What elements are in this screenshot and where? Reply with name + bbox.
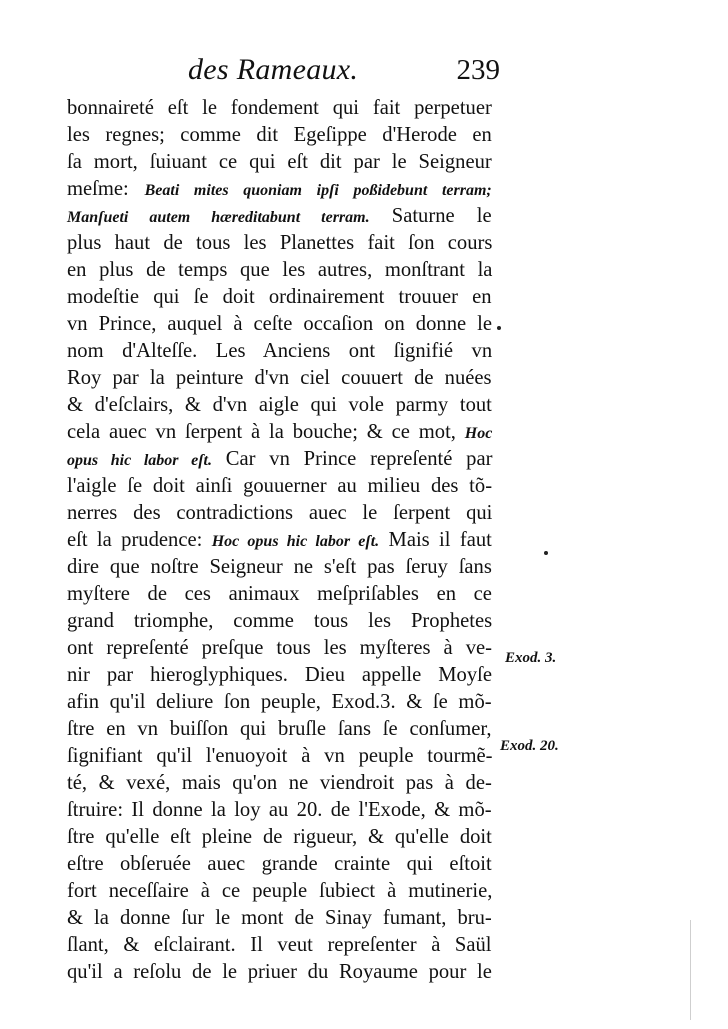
text-line (67, 500, 492, 527)
text-line (67, 338, 492, 365)
text-segment: & la donne ſur le mont de Sinay fumant, bru- (67, 907, 492, 929)
text-segment: Car vn Prince repreſenté par (212, 448, 493, 470)
text-segment: plus haut de tous les Planettes fait ſon cours (67, 232, 493, 254)
text-line (67, 959, 492, 986)
text-line (67, 932, 492, 959)
text-segment: afin qu'il deliure ſon peuple, Exod.3. & ſe mõ- (67, 691, 492, 713)
text-line (67, 419, 492, 446)
text-line (67, 311, 492, 338)
text-segment: dire que noſtre Seigneur ne s'eſt pas ſeruy ſans (67, 556, 492, 578)
text-segment: nerres des contradictions auec le ſerpent qui (67, 502, 493, 524)
body-text (67, 95, 492, 986)
text-line (67, 716, 492, 743)
text-line (67, 905, 492, 932)
page-header (180, 50, 500, 90)
running-title: des Rameaux. (188, 53, 359, 86)
gutter-shadow (690, 920, 691, 1020)
text-segment: modeſtie qui ſe doit ordinairement trouuer en (67, 286, 492, 308)
text-line (67, 851, 492, 878)
text-segment: cela auec vn ſerpent à la bouche; & ce mot, (67, 421, 465, 443)
text-line (67, 662, 492, 689)
text-line (67, 149, 492, 176)
text-segment: nir par hieroglyphiques. Dieu appelle Moyſe (67, 664, 493, 686)
text-line (67, 689, 492, 716)
text-segment: ſa mort, ſuiuant ce qui eſt dit par le Seigneur (67, 151, 492, 173)
text-segment: vn Prince, auquel à ceſte occaſion on donne le (67, 313, 493, 335)
text-line (67, 581, 492, 608)
text-segment: Roy par la peinture d'vn ciel couuert de nuées (67, 367, 492, 389)
text-line (67, 554, 492, 581)
text-line (67, 797, 492, 824)
text-segment: grand triomphe, comme tous les Prophetes (67, 610, 493, 632)
text-segment: fort neceſſaire à ce peuple ſubiect à mutinerie, (67, 880, 493, 902)
text-segment: ſtre en vn buiſſon qui bruſle ſans ſe conſumer, (67, 718, 492, 740)
text-segment: bonnaireté eſt le fondement qui fait perpetuer (67, 97, 492, 119)
text-segment: ſignifiant qu'il l'enuoyoit à vn peuple tourmẽ- (67, 745, 493, 767)
text-line (67, 257, 492, 284)
ink-speck (497, 326, 501, 330)
margin-note-exod-20: Exod. 20. (500, 738, 559, 754)
text-segment: eſt la prudence: (67, 529, 212, 551)
latin-quotation: opus hic labor eſt. (67, 452, 213, 469)
text-line (67, 743, 492, 770)
text-segment: eſtre obſeruée auec grande crainte qui eſtoit (67, 853, 492, 875)
text-line (67, 770, 492, 797)
text-segment: meſme: (67, 178, 145, 200)
text-line (67, 122, 492, 149)
text-line (67, 392, 492, 419)
text-segment: en plus de temps que les autres, monſtrant la (67, 259, 493, 281)
text-segment: Saturne le (369, 205, 492, 227)
latin-quotation: Hoc opus hic labor eſt. (211, 533, 380, 550)
margin-note-exod-3: Exod. 3. (505, 650, 557, 666)
text-line (67, 176, 492, 203)
text-line (67, 446, 492, 473)
page-number: 239 (456, 54, 500, 86)
text-segment: myſtere de ces animaux meſpriſables en ce (67, 583, 492, 605)
ink-speck (544, 551, 548, 555)
text-segment: ſlant, & eſclairant. Il veut repreſenter à Saül (67, 934, 492, 956)
text-line (67, 365, 492, 392)
text-line (67, 203, 492, 230)
text-line (67, 635, 492, 662)
text-line (67, 608, 492, 635)
text-line (67, 473, 492, 500)
text-segment: qu'il a reſolu de le priuer du Royaume pour le (67, 961, 492, 983)
text-line (67, 878, 492, 905)
latin-quotation: Hoc (464, 425, 493, 442)
latin-quotation: Manſueti autem hæreditabunt terram. (67, 209, 370, 226)
latin-quotation: Beati mites quoniam ipſi poßidebunt terram; (144, 182, 492, 199)
text-segment: l'aigle ſe doit ainſi gouuerner au milieu des tõ- (67, 475, 493, 497)
text-line (67, 527, 492, 554)
text-segment: ſtruire: Il donne la loy au 20. de l'Exode, & mõ- (67, 799, 492, 821)
text-line (67, 824, 492, 851)
text-segment: ont repreſenté preſque tous les myſteres à ve- (67, 637, 492, 659)
text-segment: les regnes; comme dit Egeſippe d'Herode en (67, 124, 492, 146)
text-segment: ſtre qu'elle eſt pleine de rigueur, & qu'elle doit (67, 826, 492, 848)
text-line (67, 284, 492, 311)
text-segment: Mais il faut (379, 529, 492, 551)
text-line (67, 95, 492, 122)
text-segment: té, & vexé, mais qu'on ne viendroit pas à de- (67, 772, 492, 794)
text-line (67, 230, 492, 257)
text-segment: nom d'Alteſſe. Les Anciens ont ſignifié vn (67, 340, 493, 362)
text-segment: & d'eſclairs, & d'vn aigle qui vole parmy tout (67, 394, 492, 416)
